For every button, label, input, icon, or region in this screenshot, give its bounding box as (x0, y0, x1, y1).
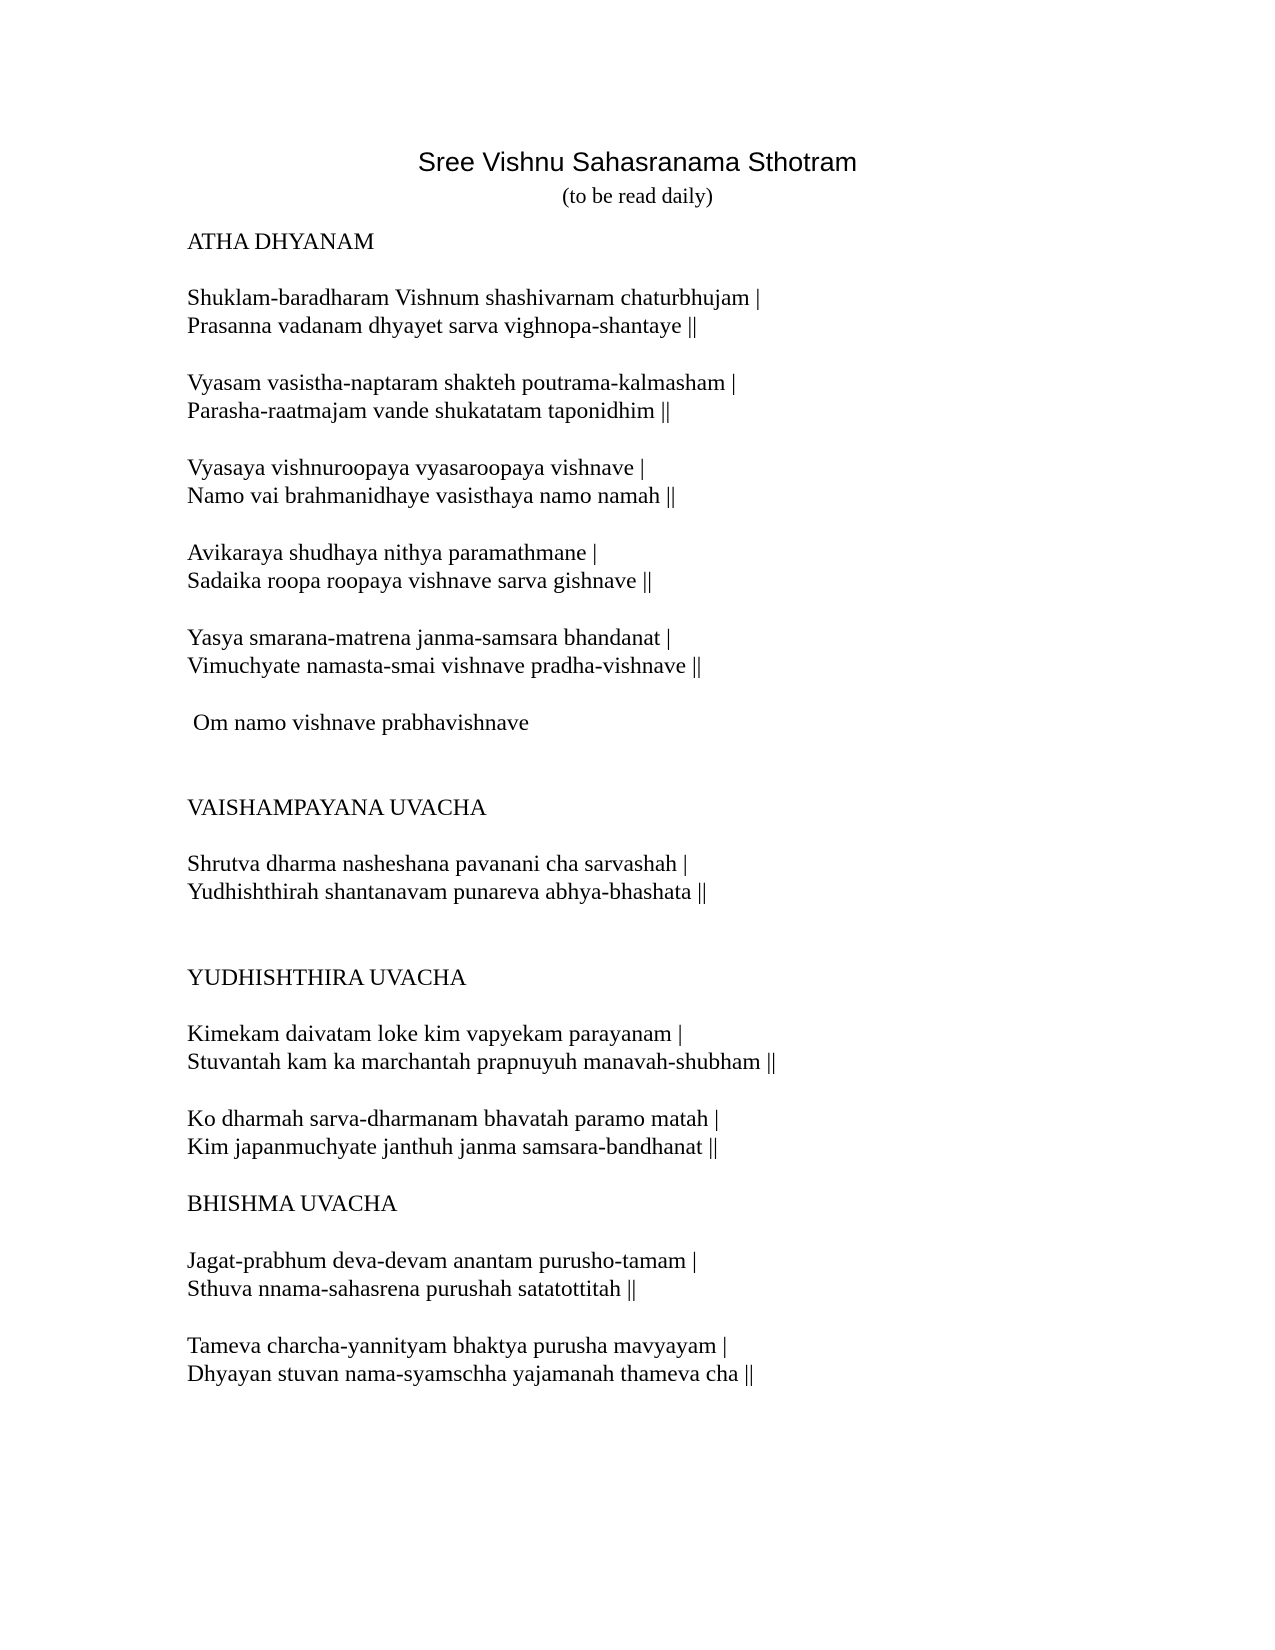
verse-line: Parasha-raatmajam vande shukatatam taponidhim || (187, 398, 671, 424)
verse-line: Sadaika roopa roopaya vishnave sarva gishnave || (187, 568, 652, 594)
document-subtitle: (to be read daily) (562, 183, 713, 208)
verse-line: Namo vai brahmanidhaye vasisthaya namo namah || (187, 483, 676, 509)
verse-line: Shrutva dharma nasheshana pavanani cha sarvashah | (187, 851, 688, 877)
verse-line: Shuklam-baradharam Vishnum shashivarnam chaturbhujam | (187, 285, 761, 311)
verse-line: Vyasam vasistha-naptaram shakteh poutrama-kalmasham | (187, 370, 736, 396)
verse-line: Stuvantah kam ka marchantah prapnuyuh manavah-shubham || (187, 1049, 776, 1075)
verse-line: Kim japanmuchyate janthuh janma samsara-bandhanat || (187, 1134, 718, 1160)
verse-line: Tameva charcha-yannityam bhaktya purusha mavyayam | (187, 1333, 728, 1359)
section-heading-atha-dhyanam: ATHA DHYANAM (187, 229, 375, 255)
section-heading-vaishampayana: VAISHAMPAYANA UVACHA (187, 795, 487, 821)
closing-line: Om namo vishnave prabhavishnave (193, 710, 530, 736)
verse-line: Yasya smarana-matrena janma-samsara bhandanat | (187, 625, 671, 651)
verse-line: Sthuva nnama-sahasrena purushah satatottitah || (187, 1276, 637, 1302)
section-heading-yudhishthira: YUDHISHTHIRA UVACHA (187, 965, 467, 991)
document-title: Sree Vishnu Sahasranama Sthotram (417, 147, 858, 177)
verse-line: Yudhishthirah shantanavam punareva abhya-bhashata || (187, 879, 707, 905)
section-heading-bhishma: BHISHMA UVACHA (187, 1191, 398, 1217)
verse-line: Avikaraya shudhaya nithya paramathmane | (187, 540, 598, 566)
verse-line: Vyasaya vishnuroopaya vyasaroopaya vishnave | (187, 455, 645, 481)
verse-line: Kimekam daivatam loke kim vapyekam parayanam | (187, 1021, 683, 1047)
verse-line: Jagat-prabhum deva-devam anantam purusho-tamam | (187, 1248, 697, 1274)
verse-line: Ko dharmah sarva-dharmanam bhavatah paramo matah | (187, 1106, 719, 1132)
verse-line: Prasanna vadanam dhyayet sarva vighnopa-shantaye || (187, 313, 697, 339)
verse-line: Vimuchyate namasta-smai vishnave pradha-vishnave || (187, 653, 702, 679)
verse-line: Dhyayan stuvan nama-syamschha yajamanah thameva cha || (187, 1361, 754, 1387)
